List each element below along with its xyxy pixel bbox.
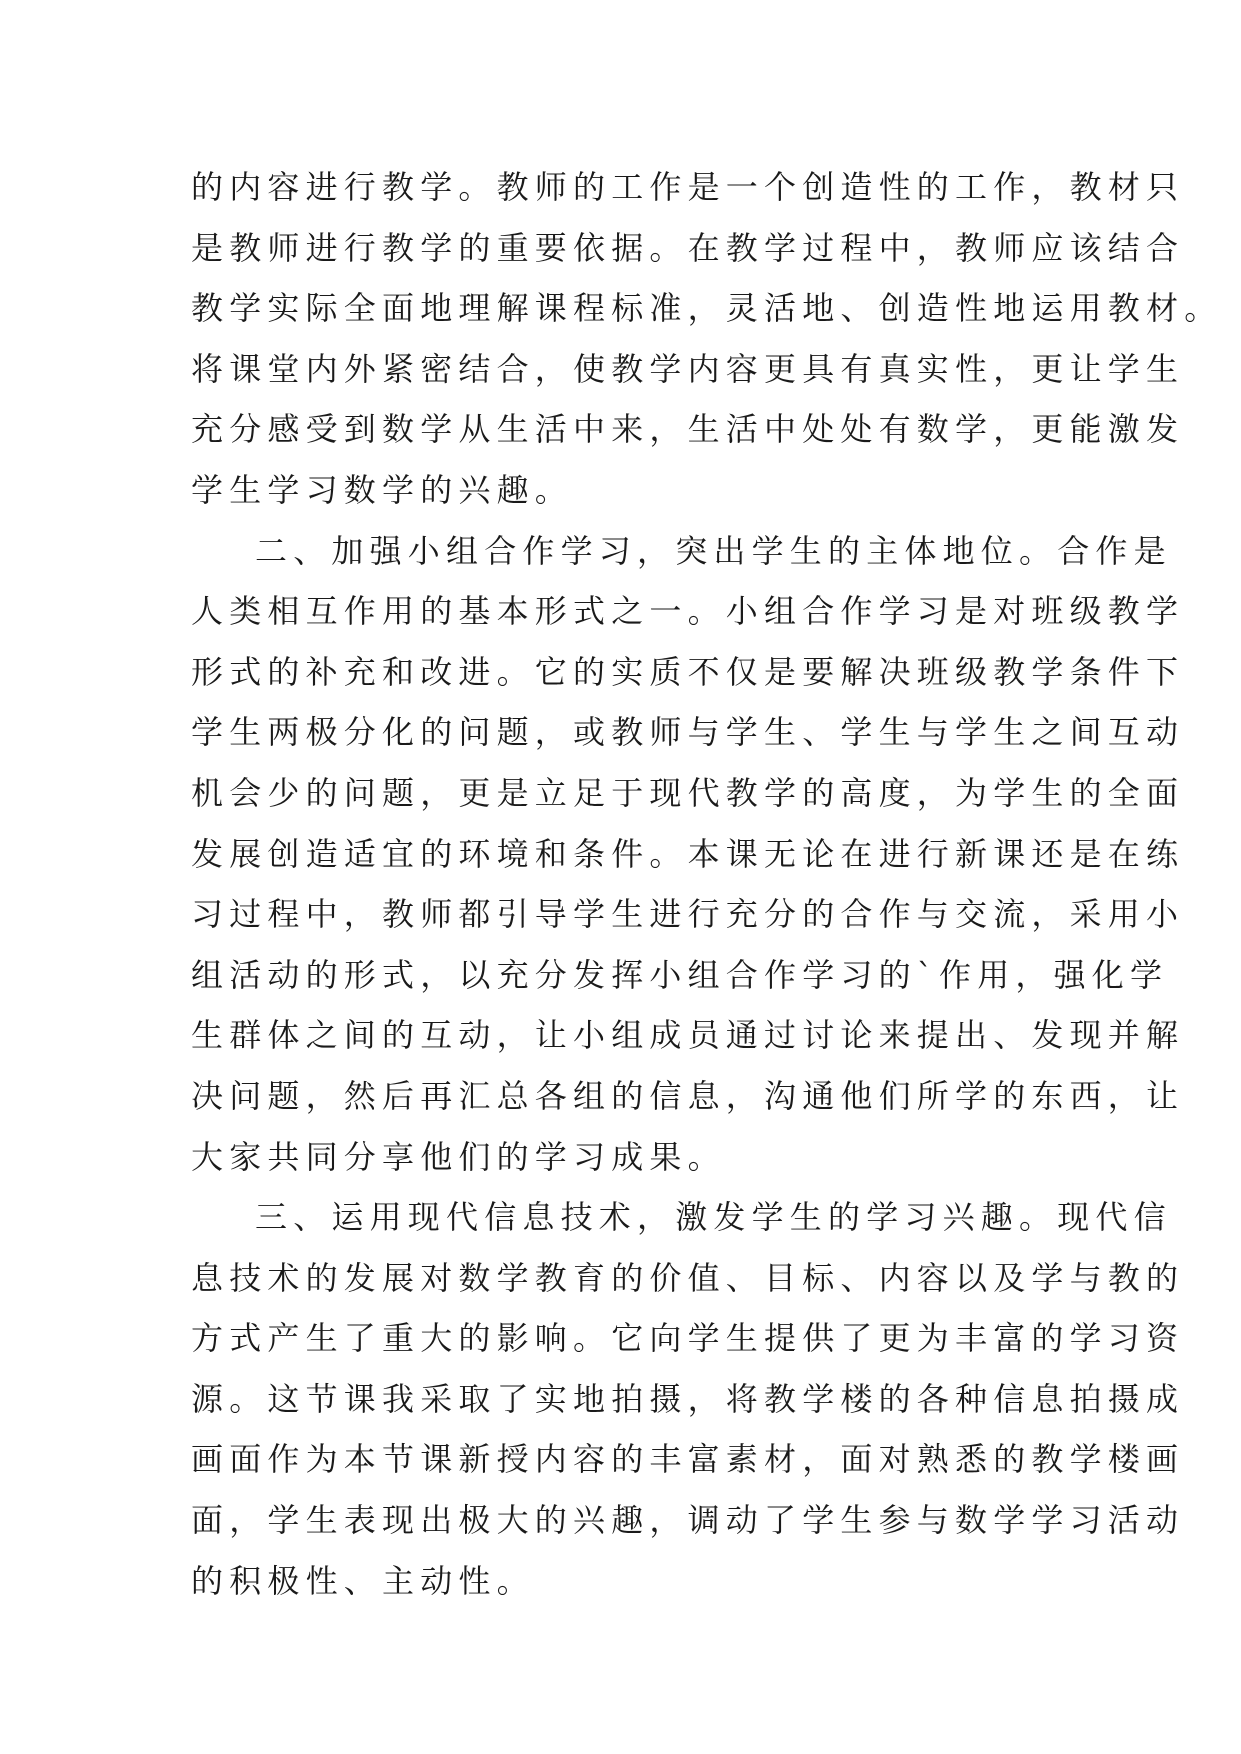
document-body bbox=[191, 157, 1223, 1611]
text-line: 决问题，然后再汇总各组的信息，沟通他们所学的东西，让 bbox=[191, 1076, 1185, 1115]
text-line: 源。这节课我采取了实地拍摄，将教学楼的各种信息拍摄成 bbox=[191, 1379, 1185, 1418]
text-line: 的内容进行教学。教师的工作是一个创造性的工作，教材只 bbox=[191, 168, 1185, 206]
text-line: 生群体之间的互动，让小组成员通过讨论来提出、发现并解 bbox=[191, 1016, 1185, 1055]
text-line: 息技术的发展对数学教育的价值、目标、内容以及学与教的 bbox=[191, 1258, 1185, 1297]
text-line: 组活动的形式，以充分发挥小组合作学习的`作用，强化学 bbox=[191, 955, 1169, 994]
text-line: 习过程中，教师都引导学生进行充分的合作与交流，采用小 bbox=[191, 895, 1185, 934]
text-line: 画面作为本节课新授内容的丰富素材，面对熟悉的教学楼画 bbox=[191, 1440, 1185, 1479]
text-line: 学生学习数学的兴趣。 bbox=[191, 470, 574, 509]
text-line: 充分感受到数学从生活中来，生活中处处有数学，更能激发 bbox=[191, 410, 1185, 449]
text-line: 人类相互作用的基本形式之一。小组合作学习是对班级教学 bbox=[191, 592, 1185, 631]
text-line: 形式的补充和改进。它的实质不仅是要解决班级教学条件下 bbox=[191, 652, 1185, 691]
text-line: 的积极性、主动性。 bbox=[191, 1561, 535, 1600]
text-line: 方式产生了重大的影响。它向学生提供了更为丰富的学习资 bbox=[191, 1319, 1185, 1358]
text-line: 三、运用现代信息技术，激发学生的学习兴趣。现代信 bbox=[255, 1198, 1172, 1237]
text-line: 发展创造适宜的环境和条件。本课无论在进行新课还是在练 bbox=[191, 834, 1185, 873]
text-line: 机会少的问题，更是立足于现代教学的高度，为学生的全面 bbox=[191, 773, 1185, 812]
text-line: 学生两极分化的问题，或教师与学生、学生与学生之间互动 bbox=[191, 713, 1185, 752]
text-line: 面，学生表现出极大的兴趣，调动了学生参与数学学习活动 bbox=[191, 1501, 1185, 1540]
text-line: 教学实际全面地理解课程标准，灵活地、创造性地运用教材。 bbox=[191, 289, 1223, 328]
text-line: 二、加强小组合作学习，突出学生的主体地位。合作是 bbox=[255, 531, 1172, 570]
text-line: 是教师进行教学的重要依据。在教学过程中，教师应该结合 bbox=[191, 228, 1185, 267]
text-line: 将课堂内外紧密结合，使教学内容更具有真实性，更让学生 bbox=[191, 349, 1185, 388]
text-line: 大家共同分享他们的学习成果。 bbox=[191, 1137, 726, 1176]
